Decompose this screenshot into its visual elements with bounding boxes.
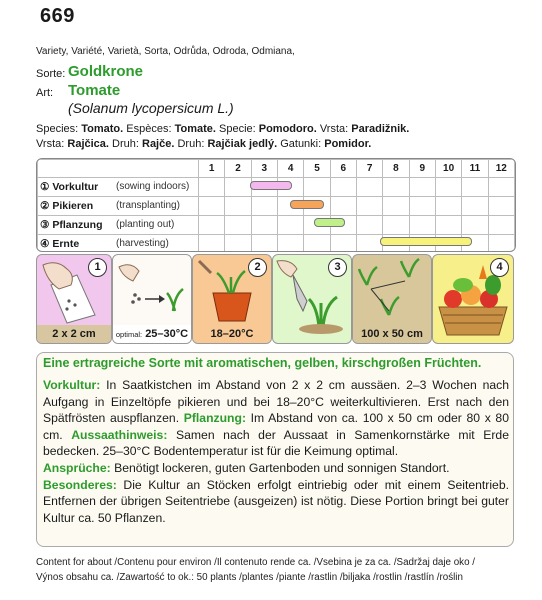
month-header: 5: [304, 160, 330, 178]
species-value: Tomate.: [174, 123, 216, 135]
stage-name: ② Pikieren: [40, 200, 94, 212]
variety-description-title: Eine ertragreiche Sorte mit aromatischen, gelben, kirschgroßen Früchten.: [43, 356, 482, 370]
month-cell: [225, 216, 251, 235]
stage-note: (transplanting): [116, 200, 180, 211]
month-cell: [251, 216, 277, 235]
month-cell: [383, 216, 409, 235]
species-value: Pomodoro.: [258, 123, 317, 135]
month-cell: [462, 216, 488, 235]
month-header: 10: [435, 160, 461, 178]
tile-caption-2: 25–30°C: [145, 328, 189, 340]
month-cell: [488, 235, 514, 253]
stage-label-cell: [38, 178, 199, 197]
month-cell: [251, 235, 277, 253]
month-cell: [435, 178, 461, 197]
sowing-calendar: [36, 158, 516, 252]
besonderes-text: Die Kultur an Stöcken erfolgt eintriebig oder mit einem Seitentrieb. Entfernen der übrigen Seitentriebe (ausgeizen) ist nötig. Diese Portion bringt bei guter Kultur ca. 50 Pflanzen.: [43, 477, 509, 525]
month-cell: [462, 178, 488, 197]
stage-label-cell: [38, 197, 199, 216]
month-header: 8: [383, 160, 409, 178]
latin-name: (Solanum lycopersicum L.): [68, 100, 234, 116]
species-value: Rajčiak jedlý.: [207, 138, 278, 150]
stage-label-cell: [38, 216, 199, 235]
content-line-1: Content for about /Contenu pour environ /Il contenuto rende ca. /Vsebina je za ca. /Sadržaj daje oko /: [36, 557, 475, 568]
species-line-1: [36, 123, 409, 135]
month-cell: [356, 216, 382, 235]
stage-name: ③ Pflanzung: [40, 219, 103, 231]
aussaathinweis-label: Aussaathinweis:: [71, 427, 168, 442]
optimal-label: optimal:: [115, 330, 143, 339]
pflanzung-text: Im Abstand von ca. 100 x 50 cm oder 80 x 80 cm.: [43, 411, 509, 442]
month-header: 11: [462, 160, 488, 178]
species-label: Specie:: [215, 123, 259, 135]
stage-bar: [290, 200, 324, 209]
step-transplant-tile: [192, 254, 272, 344]
step-badge-3: 3: [328, 258, 347, 277]
month-cell: [251, 197, 277, 216]
species-label: Espèces:: [123, 123, 175, 135]
month-header: 4: [277, 160, 303, 178]
month-cell: [409, 178, 435, 197]
month-header: 1: [199, 160, 225, 178]
vorkultur-label: Vorkultur:: [43, 378, 101, 392]
plant-spacing-icon: [353, 255, 431, 325]
step-badge-4: 4: [490, 258, 509, 277]
ansprueche-label: Ansprüche:: [43, 460, 111, 475]
month-cell: [199, 216, 225, 235]
species-label: Druh:: [108, 138, 142, 150]
month-cell: [304, 235, 330, 253]
species-value: Paradižnik.: [351, 123, 410, 135]
species-line-2: [36, 138, 371, 150]
month-cell: [383, 178, 409, 197]
content-line-2: Výnos obsahu ca. /Zawartość to ok.: 50 plants /plantes /piante /rastlin /biljaka /rostlin /rastlín /roślin: [36, 572, 463, 583]
tile-caption-1: 2 x 2 cm: [37, 325, 111, 343]
art-value: Tomate: [68, 82, 121, 99]
species-value: Tomato.: [81, 123, 124, 135]
cultivation-info-box: [36, 352, 514, 547]
month-cell: [199, 178, 225, 197]
sorte-value: Goldkrone: [68, 63, 144, 80]
month-cell: [356, 197, 382, 216]
month-cell: [330, 197, 356, 216]
month-cell: [277, 216, 303, 235]
month-header: 6: [330, 160, 356, 178]
cultivation-instructions: [43, 377, 509, 526]
month-cell: [330, 178, 356, 197]
month-cell: [356, 178, 382, 197]
step-sowing-tile: [36, 254, 112, 344]
month-cell: [277, 235, 303, 253]
vorkultur-text: In Saatkistchen im Abstand von 2 x 2 cm aussäen. 2–3 Wochen nach Aufgang in Einzeltöpfe pikieren und bei 18–20°C weiterkultivieren. Erst nach den Spätfrösten auspflanzen.: [43, 378, 509, 426]
species-label: Species:: [36, 123, 82, 135]
stage-note: (sowing indoors): [116, 181, 190, 192]
month-header: 7: [356, 160, 382, 178]
step-badge-1: 1: [88, 258, 107, 277]
seedling-icon: [113, 255, 191, 325]
step-planting-tile: [272, 254, 352, 344]
month-cell: [435, 216, 461, 235]
species-label: Vrsta:: [316, 123, 352, 135]
month-cell: [225, 197, 251, 216]
sorte-label: Sorte:: [36, 68, 66, 80]
species-value: Pomidor.: [324, 138, 372, 150]
month-cell: [409, 216, 435, 235]
stage-bar: [380, 237, 472, 246]
pflanzung-label: Pflanzung:: [183, 411, 247, 426]
tile-caption-3: 18–20°C: [193, 325, 271, 343]
month-cell: [488, 197, 514, 216]
stage-bar: [250, 181, 292, 190]
month-cell: [488, 178, 514, 197]
species-label: Gatunki:: [277, 138, 325, 150]
species-label: Druh:: [174, 138, 208, 150]
month-cell: [225, 178, 251, 197]
stage-label-cell: [38, 235, 199, 253]
art-label: Art:: [36, 87, 54, 99]
step-harvest-tile: [432, 254, 514, 344]
variety-line: Variety, Variété, Varietà, Sorta, Odrůda, Odroda, Odmiana,: [36, 46, 295, 57]
month-cell: [435, 197, 461, 216]
month-cell: [488, 216, 514, 235]
aussaathinweis-text: Samen nach der Aussaat in Samenkornstärke mit Erde bedecken. 25–30°C Bodentemperatur ist für die Keimung optimal.: [43, 427, 509, 459]
besonderes-label: Besonderes:: [43, 477, 117, 492]
month-cell: [199, 235, 225, 253]
month-header: 3: [251, 160, 277, 178]
stage-bar: [314, 218, 345, 227]
species-label: Vrsta:: [36, 138, 68, 150]
month-cell: [330, 235, 356, 253]
step-germination-tile: [112, 254, 192, 344]
month-header: 2: [225, 160, 251, 178]
month-cell: [356, 235, 382, 253]
step-spacing-tile: [352, 254, 432, 344]
ansprueche-text: Benötigt lockeren, guten Gartenboden und sonnigen Standort.: [110, 460, 450, 475]
species-value: Rajče.: [142, 138, 175, 150]
month-cell: [199, 197, 225, 216]
step-badge-2: 2: [248, 258, 267, 277]
calendar-corner: [38, 160, 199, 178]
species-value: Rajčica.: [67, 138, 109, 150]
tile-caption-5: 100 x 50 cm: [353, 325, 431, 343]
product-number: 669: [40, 5, 75, 27]
month-cell: [462, 197, 488, 216]
stage-note: (harvesting): [116, 238, 169, 249]
stage-note: (planting out): [116, 219, 175, 230]
month-cell: [383, 197, 409, 216]
stage-name: ① Vorkultur: [40, 181, 99, 193]
month-cell: [409, 197, 435, 216]
month-header: 12: [488, 160, 514, 178]
month-cell: [304, 178, 330, 197]
month-header: 9: [409, 160, 435, 178]
stage-name: ④ Ernte: [40, 238, 80, 250]
month-cell: [225, 235, 251, 253]
